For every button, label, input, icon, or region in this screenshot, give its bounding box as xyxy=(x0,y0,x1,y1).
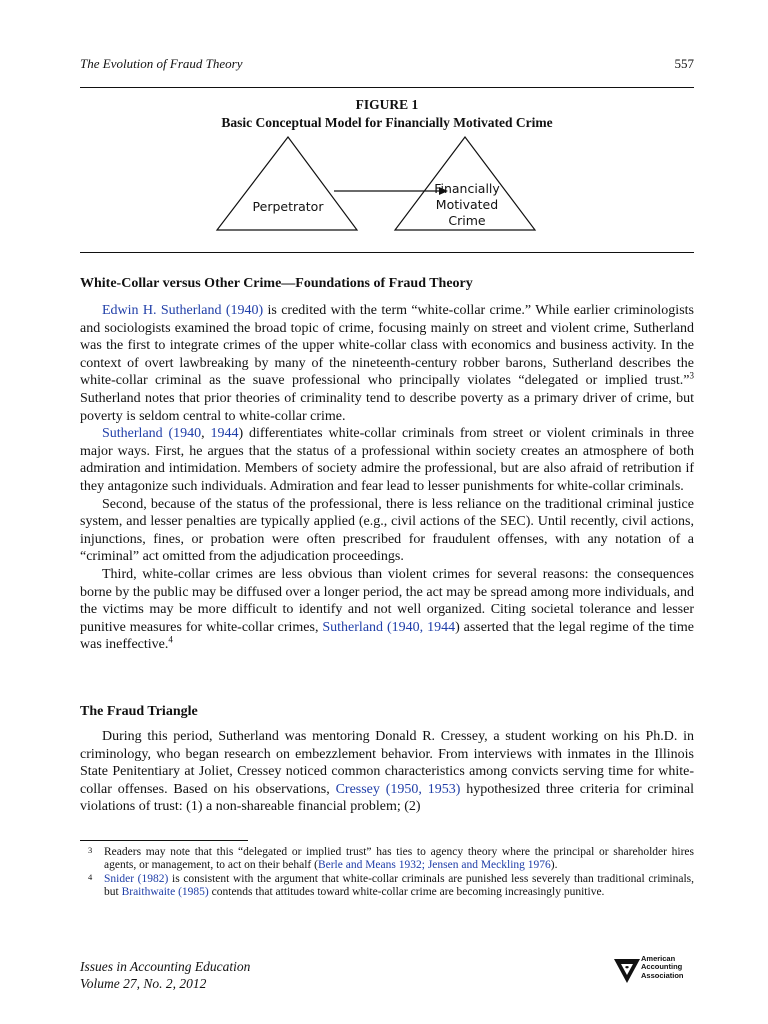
section-heading-white-collar: White-Collar versus Other Crime—Foundations of Fraud Theory xyxy=(80,276,473,291)
paragraph-text: Sutherland notes that prior theories of criminality tend to describe poverty as a primary driver of crime, but poverty is seldom central to white-collar crime. xyxy=(80,390,694,424)
perpetrator-triangle xyxy=(217,137,357,230)
citation-link[interactable]: 1944 xyxy=(210,426,239,442)
page-header xyxy=(80,56,694,74)
logo-text xyxy=(641,955,684,980)
citation-link[interactable]: Cressey (1950, 1953) xyxy=(335,781,461,797)
footnote xyxy=(80,846,694,873)
logo-text-line: Accounting xyxy=(641,962,683,972)
paragraph-text: Third, white-collar crimes are less obvious than violent crimes for several reasons: the consequences borne by the public may be diffused over a longer period, the act may be spread among more individuals, and the victims may be more difficult to identify and not well organized. Citing societal tolerance and lesser punitive measures for white-collar crimes, xyxy=(80,566,694,635)
citation-close: ) xyxy=(238,426,244,442)
paragraph-text: ) asserted that the legal regime of the time was ineffective. xyxy=(80,619,695,653)
footnote-rule xyxy=(80,840,248,841)
paragraph-text: differentiates white-collar criminals from street or violent criminals in three major ways. First, he argues that the status of a professional within society creates an atmosphere of both admiration and intimidation. Members of society admire the professional, but are also afraid of retribution if they antagonize such individuals. Admiration and fear lead to lesser punishments for white-collar criminals. xyxy=(80,426,694,494)
logo-text-line: Association xyxy=(641,970,684,980)
footnote-mark: 3 xyxy=(88,845,93,855)
citation-link[interactable]: Edwin H. Sutherland (1940) xyxy=(102,303,264,318)
section-white-collar-body xyxy=(80,302,694,654)
citation-separator: , xyxy=(201,426,211,442)
header-rule xyxy=(80,87,694,88)
section-heading-fraud-triangle: The Fraud Triangle xyxy=(80,704,198,719)
footnote-text: Readers may note that this “delegated or implied trust” has ties to agency theory where the principal or shareholder hires agents, or management, to act on their behalf ( xyxy=(104,846,694,872)
citation-link[interactable]: 1944 xyxy=(427,619,456,635)
fraud-model-diagram xyxy=(210,134,540,236)
paragraph xyxy=(80,302,694,425)
section-fraud-triangle-body xyxy=(80,728,694,816)
paragraph xyxy=(80,728,694,816)
paragraph xyxy=(80,425,694,495)
paragraph xyxy=(80,566,694,654)
logo-text-line: American xyxy=(641,954,676,963)
footnote xyxy=(80,873,694,900)
citation-link[interactable]: Sutherland (1940, xyxy=(322,619,424,635)
journal-name: Issues in Accounting Education xyxy=(80,959,251,974)
paragraph-text: is credited with the term “white-collar crime.” While earlier criminologists and sociologists examined the broad topic of crime, focusing mainly on street and violent crime, Sutherland was the first to integrate crimes of the upper white-collar class with economics and business activity. In the context of overt lawbreaking by many of the nineteenth-century robber barons, Sutherland describes the white-collar criminal as the suave professional who principally violates “delegated or implied trust.” xyxy=(80,303,694,389)
footnotes xyxy=(80,846,694,900)
citation-link[interactable]: Snider (1982) xyxy=(104,872,169,885)
journal-info xyxy=(80,958,250,992)
figure-rule xyxy=(80,252,694,253)
footnote-ref[interactable]: 3 xyxy=(689,370,694,381)
crime-label-line3: Crime xyxy=(448,213,486,228)
paragraph-text: hypothesized three criteria for criminal violations of trust: (1) a non-shareable financial problem; (2) xyxy=(80,781,694,815)
citation-link[interactable]: Berle and Means 1932; Jensen and Meckling 1976 xyxy=(317,859,551,872)
journal-volume: Volume 27, No. 2, 2012 xyxy=(80,976,207,991)
running-title: The Evolution of Fraud Theory xyxy=(80,56,243,71)
footnote-text: is consistent with the argument that white-collar criminals are punished less severely than traditional criminals, but xyxy=(104,872,694,899)
perpetrator-label: Perpetrator xyxy=(252,199,324,214)
crime-label-line1: Financially xyxy=(434,181,500,196)
paragraph-text: During this period, Sutherland was mentoring Donald R. Cressey, a student working on his Ph.D. in criminology, who began research on embezzlement behavior. From interviews with inmates in the Illinois State Penitentiary at Joliet, Cressey noticed common characteristics among convicts serving time for white-collar offenses. Based on his observations, xyxy=(80,729,694,797)
citation-link[interactable]: Braithwaite (1985) xyxy=(121,886,209,899)
paragraph: Second, because of the status of the professional, there is less reliance on the traditional criminal justice system, and lesser penalties are typically applied (e.g., civil actions of the SEC). Until recently, civil actions, injunctions, fines, or probation were often prescribed for fraudulent offenses, with any notation of a “criminal” act omitted from the adjudication proceedings. xyxy=(80,496,694,565)
crime-label-line2: Motivated xyxy=(435,197,499,212)
page-number: 557 xyxy=(674,56,694,71)
footnote-ref[interactable]: 4 xyxy=(168,634,173,645)
footnote-text: ). xyxy=(550,859,558,872)
footnote-mark: 4 xyxy=(88,871,93,882)
figure-title: Basic Conceptual Model for Financially Motivated Crime xyxy=(221,115,553,130)
figure-label: FIGURE 1 xyxy=(355,97,419,112)
citation-link[interactable]: Sutherland (1940 xyxy=(102,426,202,442)
footnote-text: contends that attitudes toward white-collar crime are becoming increasingly punitive. xyxy=(208,886,605,899)
